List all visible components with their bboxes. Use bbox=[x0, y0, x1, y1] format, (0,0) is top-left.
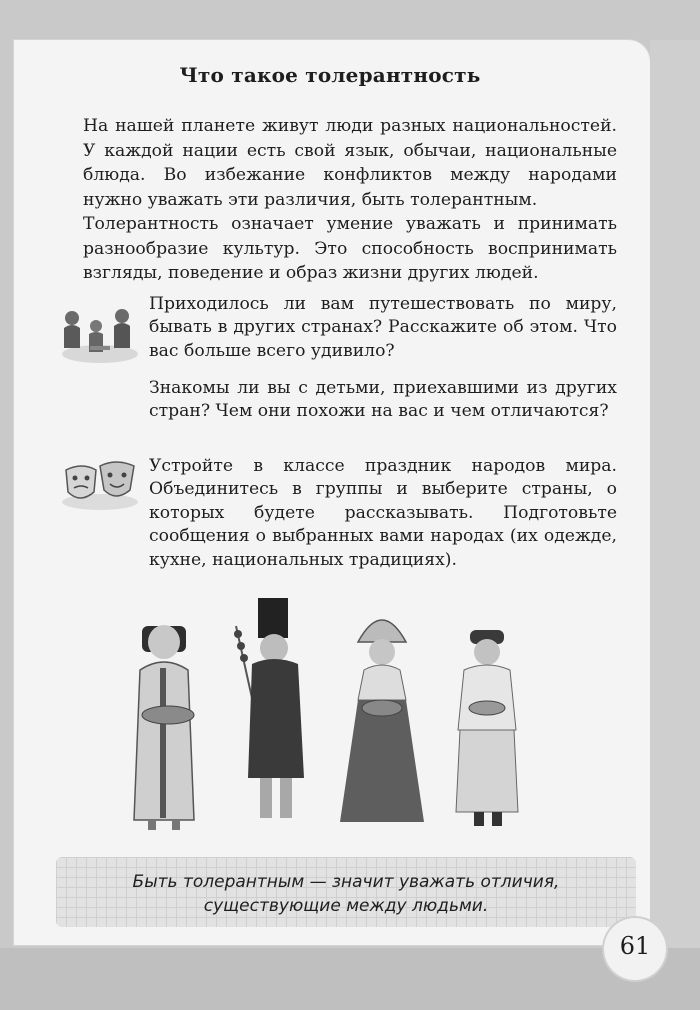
book-edge bbox=[650, 40, 700, 948]
page-number: 61 bbox=[619, 932, 651, 960]
page-bottom-band bbox=[0, 948, 700, 1010]
costume-illustration bbox=[120, 590, 550, 840]
question-2: Знакомы ли вы с детьми, приехавшими из других стран? Чем они похожи на вас и чем отличаются? bbox=[149, 378, 617, 422]
discussion-icon bbox=[56, 300, 142, 366]
conclusion-text bbox=[56, 870, 636, 918]
page-title: Что такое толерантность bbox=[179, 63, 481, 87]
question-1: Приходилось ли вам путешествовать по миру, бывать в других странах? Расскажите об этом. Что вас больше всего удивило? bbox=[149, 294, 617, 361]
figure-girl-kimono bbox=[134, 625, 194, 830]
theatre-masks-icon bbox=[58, 458, 142, 514]
figure-girl-kokoshnik bbox=[340, 620, 424, 822]
figure-boy-papakha bbox=[234, 598, 304, 818]
conclusion-line-2: существующие между людьми. bbox=[203, 896, 489, 916]
intro-paragraph-1: На нашей планете живут люди разных национальностей. У каждой нации есть свой язык, обычаи, национальные блюда. Во избежание конфликтов между народами нужно уважать эти различия, быть толерантным. bbox=[83, 116, 617, 210]
figure-boy-ukrainian bbox=[456, 630, 518, 826]
task-paragraph: Устройте в классе праздник народов мира. Объединитесь в группы и выберите страны, о которых будете рассказывать. Подготовьте сообщения о выбранных вами народах (их одежде, кухне, национальных традициях). bbox=[149, 456, 617, 570]
intro-paragraph-2: Толерантность означает умение уважать и принимать разнообразие культур. Это способность воспринимать взгляды, поведение и образ жизни других людей. bbox=[83, 214, 617, 284]
conclusion-line-1: Быть толерантным — значит уважать отличия, bbox=[132, 872, 560, 892]
